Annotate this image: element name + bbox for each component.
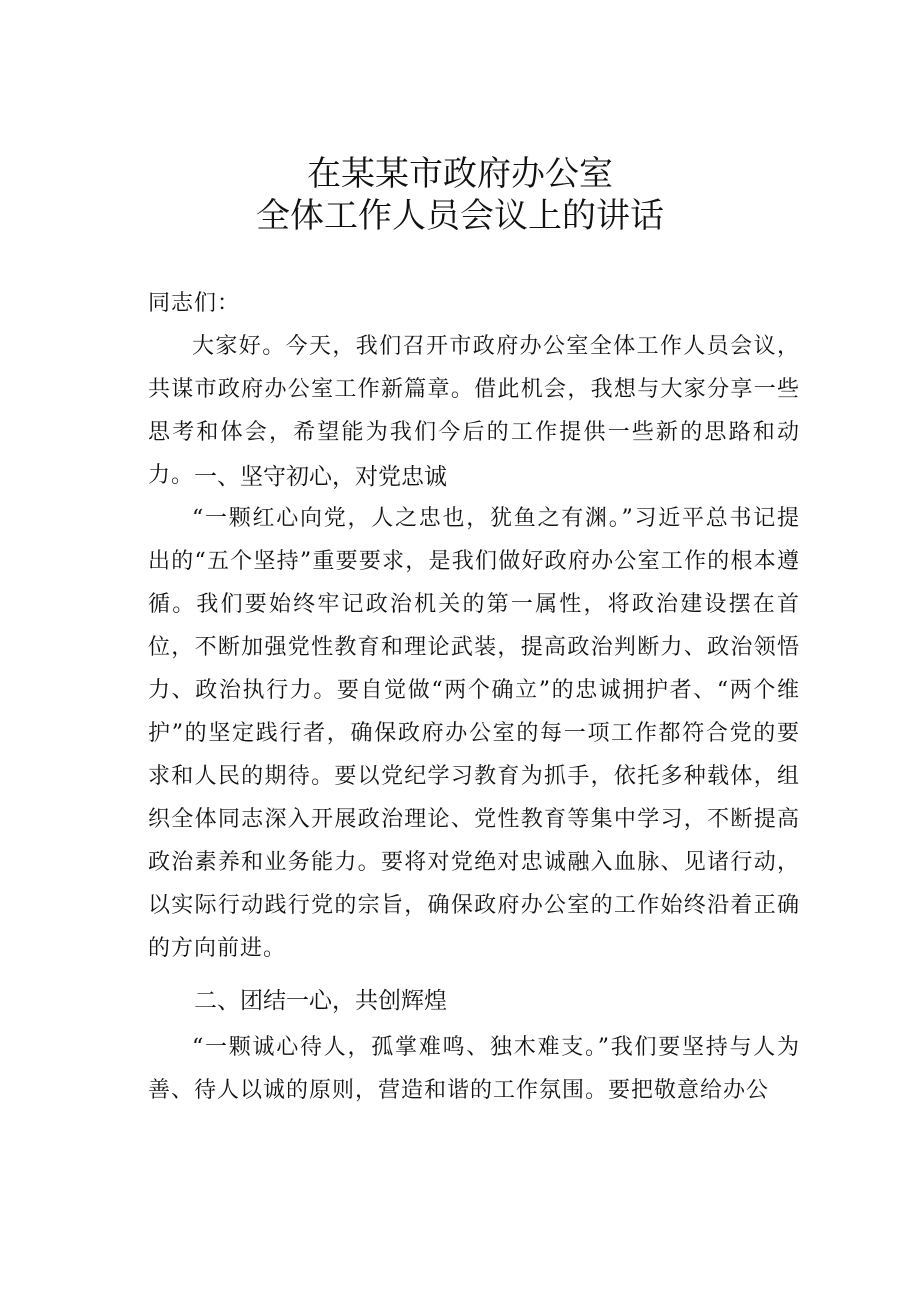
paragraph-section-1 xyxy=(148,497,800,970)
paragraph-text: 大家好。今天，我们召开市政府办公室全体工作人员会议，共谋市政府办公室工作新篇章。借此机会，我想与大家分享一些思考和体会，希望能为我们今后的工作提供一些新的思路和动力。 xyxy=(148,334,800,488)
document-title-line-2: 全体工作人员会议上的讲话 xyxy=(256,196,664,236)
paragraph-text: “一颗诚心待人，孤掌难鸣、独木难支。”我们要坚持与人为善、待人以诚的原则，营造和谐的工作氛围。要把敬意给办公 xyxy=(148,1035,800,1103)
section-heading-2: 二、团结一心，共创辉煌 xyxy=(194,988,447,1014)
document-title-line-1: 在某某市政府办公室 xyxy=(307,154,613,194)
paragraph-text: “一颗红心向党，人之忠也，犹鱼之有渊。”习近平总书记提出的“五个坚持”重要要求，是我们做好政府办公室工作的根本遵循。我们要始终牢记政治机关的第一属性，将政治建设摆在首位，不断加强党性教育和理论武装，提高政治判断力、政治领悟力、政治执行力。要自觉做“两个确立”的忠诚拥护者、“两个维护”的坚定践行者，确保政府办公室的每一项工作都符合党的要求和人民的期待。要以党纪学习教育为抓手，依托多种载体，组织全体同志深入开展政治理论、党性教育等集中学习，不断提高政治素养和业务能力。要将对党绝对忠诚融入血脉、见诸行动，以实际行动践行党的宗旨，确保政府办公室的工作始终沿着正确的方向前进。 xyxy=(148,506,800,961)
paragraph-section-2 xyxy=(148,1026,800,1112)
section-heading-1: 一、坚守初心，对党忠诚 xyxy=(194,464,447,490)
salutation: 同志们： xyxy=(148,291,241,316)
